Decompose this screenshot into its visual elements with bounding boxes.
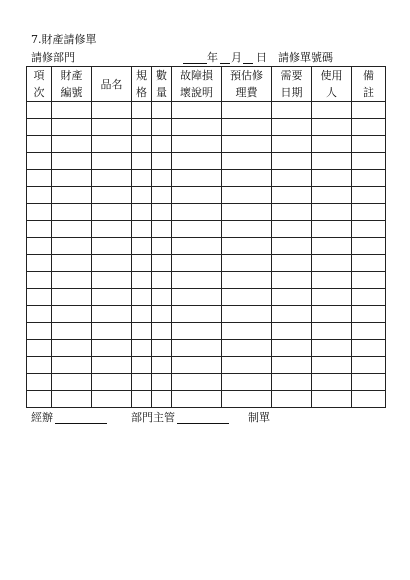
table-row [27,255,386,272]
cell-remarks[interactable] [352,357,386,374]
table-row [27,102,386,119]
header-item-name: 品名 [92,67,132,102]
cell-user[interactable] [312,119,352,136]
cell-fault-description[interactable] [172,340,222,357]
cell-remarks[interactable] [352,238,386,255]
table-row [27,153,386,170]
cell-required-date[interactable] [272,306,312,323]
table-row [27,272,386,289]
cell-spec[interactable] [132,289,152,306]
table-row [27,136,386,153]
cell-spec[interactable] [132,255,152,272]
cell-estimated-cost[interactable] [222,204,272,221]
cell-spec[interactable] [132,136,152,153]
cell-quantity[interactable] [152,170,172,187]
cell-estimated-cost[interactable] [222,153,272,170]
cell-spec[interactable] [132,153,152,170]
cell-remarks[interactable] [352,323,386,340]
supervisor-label: 部門主管 [131,411,175,424]
cell-remarks[interactable] [352,221,386,238]
cell-fault-description[interactable] [172,306,222,323]
cell-quantity[interactable] [152,306,172,323]
cell-item-no[interactable] [27,323,52,340]
cell-required-date[interactable] [272,102,312,119]
cell-fault-description[interactable] [172,272,222,289]
cell-item-name[interactable] [92,391,132,408]
cell-remarks[interactable] [352,289,386,306]
cell-asset-no[interactable] [52,255,92,272]
cell-asset-no[interactable] [52,187,92,204]
cell-asset-no[interactable] [52,340,92,357]
cell-user[interactable] [312,357,352,374]
cell-required-date[interactable] [272,187,312,204]
cell-fault-description[interactable] [172,102,222,119]
cell-item-no[interactable] [27,374,52,391]
cell-estimated-cost[interactable] [222,374,272,391]
header-fault-description: 故障損 壞說明 [172,67,222,102]
cell-asset-no[interactable] [52,323,92,340]
table-row [27,391,386,408]
cell-item-no[interactable] [27,238,52,255]
cell-quantity[interactable] [152,136,172,153]
cell-quantity[interactable] [152,357,172,374]
cell-remarks[interactable] [352,391,386,408]
form-meta-row [31,51,385,65]
cell-user[interactable] [312,323,352,340]
cell-asset-no[interactable] [52,119,92,136]
cell-item-name[interactable] [92,272,132,289]
cell-required-date[interactable] [272,255,312,272]
cell-user[interactable] [312,153,352,170]
cell-item-no[interactable] [27,306,52,323]
cell-remarks[interactable] [352,204,386,221]
cell-estimated-cost[interactable] [222,170,272,187]
cell-item-name[interactable] [92,357,132,374]
cell-fault-description[interactable] [172,119,222,136]
cell-item-no[interactable] [27,340,52,357]
cell-spec[interactable] [132,221,152,238]
cell-item-name[interactable] [92,238,132,255]
header-remarks: 備 註 [352,67,386,102]
header-user: 使用 人 [312,67,352,102]
cell-spec[interactable] [132,102,152,119]
cell-item-no[interactable] [27,170,52,187]
cell-asset-no[interactable] [52,272,92,289]
cell-spec[interactable] [132,187,152,204]
cell-user[interactable] [312,102,352,119]
cell-required-date[interactable] [272,238,312,255]
cell-fault-description[interactable] [172,289,222,306]
cell-item-no[interactable] [27,153,52,170]
cell-estimated-cost[interactable] [222,221,272,238]
table-row [27,374,386,391]
cell-remarks[interactable] [352,187,386,204]
cell-item-name[interactable] [92,306,132,323]
form-title: 7.財產請修單 [31,33,97,46]
header-required-date: 需要 日期 [272,67,312,102]
cell-quantity[interactable] [152,102,172,119]
cell-spec[interactable] [132,306,152,323]
cell-item-no[interactable] [27,391,52,408]
cell-required-date[interactable] [272,170,312,187]
cell-user[interactable] [312,374,352,391]
cell-spec[interactable] [132,374,152,391]
cell-item-name[interactable] [92,374,132,391]
table-row [27,187,386,204]
cell-estimated-cost[interactable] [222,357,272,374]
cell-item-name[interactable] [92,187,132,204]
cell-spec[interactable] [132,357,152,374]
cell-remarks[interactable] [352,255,386,272]
cell-remarks[interactable] [352,170,386,187]
cell-quantity[interactable] [152,289,172,306]
table-body [27,102,386,408]
cell-fault-description[interactable] [172,153,222,170]
cell-fault-description[interactable] [172,204,222,221]
supervisor-signature-line[interactable] [177,411,229,424]
table-row [27,119,386,136]
cell-fault-description[interactable] [172,221,222,238]
cell-quantity[interactable] [152,238,172,255]
cell-remarks[interactable] [352,340,386,357]
header-item-no: 項 次 [27,67,52,102]
cell-required-date[interactable] [272,289,312,306]
cell-remarks[interactable] [352,136,386,153]
cell-quantity[interactable] [152,255,172,272]
cell-user[interactable] [312,340,352,357]
cell-quantity[interactable] [152,119,172,136]
cell-item-name[interactable] [92,136,132,153]
cell-quantity[interactable] [152,187,172,204]
cell-estimated-cost[interactable] [222,323,272,340]
cell-required-date[interactable] [272,340,312,357]
cell-fault-description[interactable] [172,170,222,187]
header-asset-no: 財產 編號 [52,67,92,102]
cell-quantity[interactable] [152,221,172,238]
cell-estimated-cost[interactable] [222,255,272,272]
cell-spec[interactable] [132,323,152,340]
cell-item-name[interactable] [92,221,132,238]
cell-required-date[interactable] [272,323,312,340]
cell-asset-no[interactable] [52,170,92,187]
cell-quantity[interactable] [152,374,172,391]
cell-user[interactable] [312,238,352,255]
cell-item-name[interactable] [92,340,132,357]
year-label: 年 [207,51,218,64]
cell-required-date[interactable] [272,204,312,221]
cell-estimated-cost[interactable] [222,340,272,357]
cell-item-name[interactable] [92,204,132,221]
cell-required-date[interactable] [272,119,312,136]
cell-asset-no[interactable] [52,306,92,323]
cell-remarks[interactable] [352,102,386,119]
cell-remarks[interactable] [352,374,386,391]
header-quantity: 數 量 [152,67,172,102]
cell-asset-no[interactable] [52,391,92,408]
cell-estimated-cost[interactable] [222,391,272,408]
cell-spec[interactable] [132,238,152,255]
table-row [27,204,386,221]
cell-asset-no[interactable] [52,357,92,374]
cell-item-name[interactable] [92,153,132,170]
cell-user[interactable] [312,289,352,306]
cell-quantity[interactable] [152,272,172,289]
table-row [27,221,386,238]
cell-fault-description[interactable] [172,374,222,391]
cell-user[interactable] [312,272,352,289]
cell-item-name[interactable] [92,119,132,136]
department-label: 請修部門 [31,51,75,64]
cell-required-date[interactable] [272,136,312,153]
cell-asset-no[interactable] [52,221,92,238]
table-row [27,306,386,323]
cell-quantity[interactable] [152,153,172,170]
cell-estimated-cost[interactable] [222,289,272,306]
cell-item-name[interactable] [92,289,132,306]
cell-item-name[interactable] [92,170,132,187]
cell-quantity[interactable] [152,340,172,357]
month-blank-line[interactable] [220,51,230,64]
cell-required-date[interactable] [272,272,312,289]
cell-item-no[interactable] [27,102,52,119]
day-blank-line[interactable] [243,51,253,64]
cell-quantity[interactable] [152,323,172,340]
cell-required-date[interactable] [272,391,312,408]
table-row [27,340,386,357]
cell-remarks[interactable] [352,272,386,289]
cell-quantity[interactable] [152,204,172,221]
day-label: 日 [256,51,267,64]
cell-asset-no[interactable] [52,136,92,153]
handler-label: 經辦 [31,411,53,424]
cell-estimated-cost[interactable] [222,102,272,119]
cell-fault-description[interactable] [172,136,222,153]
cell-item-no[interactable] [27,136,52,153]
cell-user[interactable] [312,221,352,238]
cell-item-no[interactable] [27,221,52,238]
cell-item-name[interactable] [92,323,132,340]
cell-estimated-cost[interactable] [222,187,272,204]
cell-required-date[interactable] [272,357,312,374]
year-blank-line[interactable] [183,51,207,64]
cell-estimated-cost[interactable] [222,136,272,153]
cell-quantity[interactable] [152,391,172,408]
table-row [27,170,386,187]
month-label: 月 [231,51,242,64]
header-spec: 規 格 [132,67,152,102]
cell-spec[interactable] [132,119,152,136]
cell-fault-description[interactable] [172,238,222,255]
cell-required-date[interactable] [272,153,312,170]
cell-fault-description[interactable] [172,357,222,374]
cell-item-no[interactable] [27,119,52,136]
cell-estimated-cost[interactable] [222,306,272,323]
table-row [27,323,386,340]
cell-user[interactable] [312,391,352,408]
request-number-label: 請修單號碼 [278,51,333,64]
table-row [27,357,386,374]
cell-user[interactable] [312,136,352,153]
cell-estimated-cost[interactable] [222,238,272,255]
cell-spec[interactable] [132,391,152,408]
cell-asset-no[interactable] [52,289,92,306]
cell-spec[interactable] [132,340,152,357]
cell-required-date[interactable] [272,221,312,238]
preparer-label: 制單 [248,411,270,424]
cell-remarks[interactable] [352,306,386,323]
cell-estimated-cost[interactable] [222,272,272,289]
header-estimated-cost: 預估修 理費 [222,67,272,102]
table-row [27,238,386,255]
table-row [27,289,386,306]
cell-user[interactable] [312,255,352,272]
repair-request-table [26,66,386,408]
cell-asset-no[interactable] [52,102,92,119]
cell-item-no[interactable] [27,289,52,306]
form-footer [31,411,385,425]
cell-spec[interactable] [132,272,152,289]
cell-item-no[interactable] [27,357,52,374]
cell-estimated-cost[interactable] [222,119,272,136]
cell-user[interactable] [312,204,352,221]
cell-user[interactable] [312,170,352,187]
cell-remarks[interactable] [352,119,386,136]
cell-item-name[interactable] [92,255,132,272]
cell-asset-no[interactable] [52,374,92,391]
cell-item-name[interactable] [92,102,132,119]
cell-item-no[interactable] [27,204,52,221]
cell-remarks[interactable] [352,153,386,170]
cell-user[interactable] [312,306,352,323]
cell-asset-no[interactable] [52,204,92,221]
table-header-row [27,67,386,102]
cell-user[interactable] [312,187,352,204]
cell-asset-no[interactable] [52,238,92,255]
cell-fault-description[interactable] [172,187,222,204]
cell-asset-no[interactable] [52,153,92,170]
cell-spec[interactable] [132,170,152,187]
cell-item-no[interactable] [27,272,52,289]
cell-required-date[interactable] [272,374,312,391]
cell-fault-description[interactable] [172,391,222,408]
cell-item-no[interactable] [27,255,52,272]
cell-fault-description[interactable] [172,255,222,272]
cell-item-no[interactable] [27,187,52,204]
handler-signature-line[interactable] [55,411,107,424]
cell-spec[interactable] [132,204,152,221]
cell-fault-description[interactable] [172,323,222,340]
